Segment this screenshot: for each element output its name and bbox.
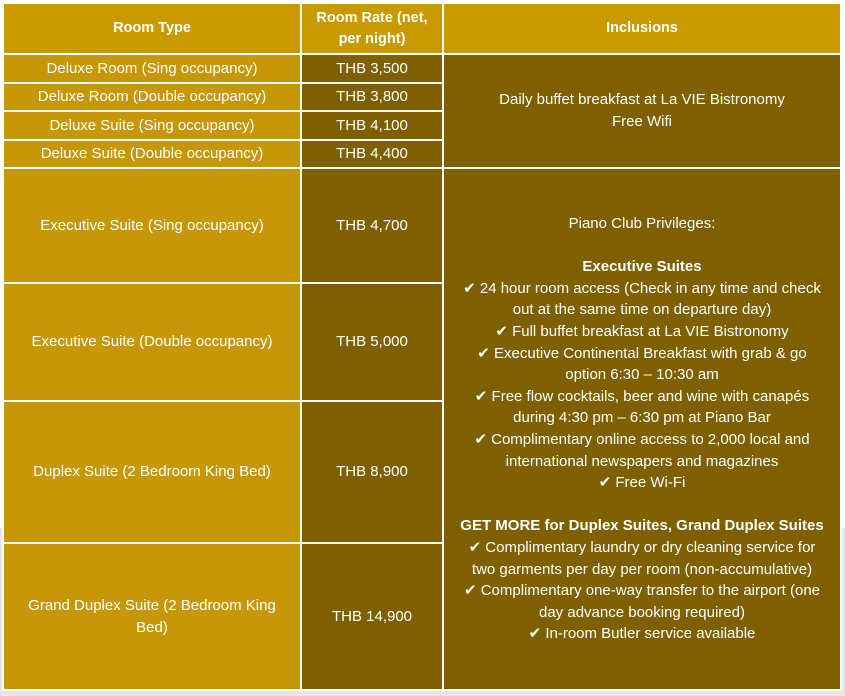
inclusion-item: ✔ In-room Butler service available <box>528 625 756 643</box>
room-rate-cell: THB 3,800 <box>301 83 443 111</box>
executive-inclusions-cell <box>443 168 841 690</box>
room-type-cell: Executive Suite (Double occupancy) <box>3 283 301 401</box>
room-type-cell: Grand Duplex Suite (2 Bedroom King Bed) <box>3 543 301 690</box>
get-more-title: GET MORE for Duplex Suites, Grand Duplex Suites <box>460 517 824 535</box>
executive-suites-title: Executive Suites <box>582 258 702 276</box>
inclusion-item: ✔ 24 hour room access (Check in any time and check out at the same time on departure day) <box>463 279 821 319</box>
piano-club-heading: Piano Club Privileges: <box>568 215 716 233</box>
header-row <box>3 3 841 54</box>
header-inclusions: Inclusions <box>443 3 841 54</box>
deluxe-wifi-text: Free Wifi <box>612 113 672 130</box>
room-type-cell: Duplex Suite (2 Bedroom King Bed) <box>3 401 301 543</box>
room-rate-cell: THB 4,100 <box>301 111 443 140</box>
room-rate-cell: THB 4,400 <box>301 140 443 168</box>
room-type-cell: Deluxe Suite (Double occupancy) <box>3 140 301 168</box>
header-room-type: Room Type <box>3 3 301 54</box>
room-rate-cell: THB 3,500 <box>301 54 443 83</box>
inclusion-item: ✔ Free Wi-Fi <box>598 474 686 492</box>
inclusion-item: ✔ Complimentary laundry or dry cleaning service for two garments per day per room (non-accumulative) <box>468 538 816 578</box>
deluxe-inclusions-cell <box>443 54 841 168</box>
rates-table-container <box>2 2 842 691</box>
room-rate-cell: THB 14,900 <box>301 543 443 690</box>
table-row <box>3 54 841 83</box>
room-rates-table <box>2 2 842 691</box>
table-row <box>3 168 841 283</box>
inclusion-item: ✔ Complimentary one-way transfer to the airport (one day advance booking required) <box>463 582 821 621</box>
spacer <box>456 235 828 257</box>
room-type-cell: Deluxe Room (Double occupancy) <box>3 83 301 111</box>
inclusion-item: ✔ Executive Continental Breakfast with grab & go option 6:30 – 10:30 am <box>477 344 807 384</box>
inclusion-item: ✔ Free flow cocktails, beer and wine with canapés during 4:30 pm – 6:30 pm at Piano Bar <box>474 387 810 427</box>
deluxe-breakfast-text: Daily buffet breakfast at La VIE Bistronomy <box>499 91 785 109</box>
room-type-cell: Deluxe Suite (Sing occupancy) <box>3 111 301 140</box>
room-rate-cell: THB 4,700 <box>301 168 443 283</box>
inclusion-item: ✔ Full buffet breakfast at La VIE Bistronomy <box>495 323 789 341</box>
header-room-rate: Room Rate (net, per night) <box>301 3 443 54</box>
inclusion-item: ✔ Complimentary online access to 2,000 local and international newspapers and magazines <box>474 431 810 470</box>
spacer <box>456 494 828 516</box>
room-rate-cell: THB 8,900 <box>301 401 443 543</box>
room-rate-cell: THB 5,000 <box>301 283 443 401</box>
room-type-cell: Executive Suite (Sing occupancy) <box>3 168 301 283</box>
room-type-cell: Deluxe Room (Sing occupancy) <box>3 54 301 83</box>
